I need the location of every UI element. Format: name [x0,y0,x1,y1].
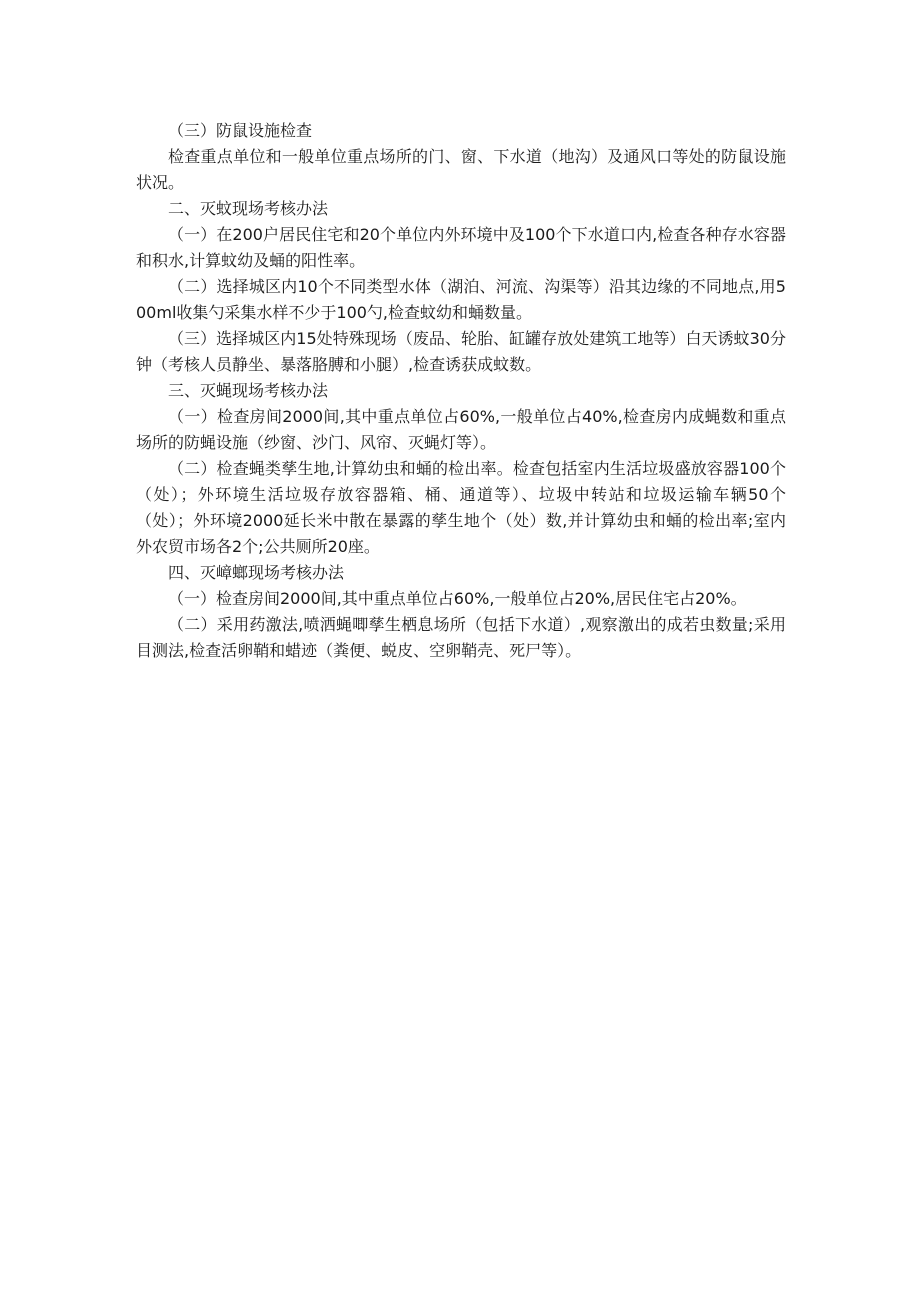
paragraph-fly-1: （一）检查房间2000间,其中重点单位占60%,一般单位占40%,检查房内成蝇数和重点场所的防蝇设施（纱窗、沙门、风帘、灭蝇灯等）。 [136,407,786,452]
paragraph-fly-2: （二）检查蝇类孳生地,计算幼虫和蛹的检出率。检查包括室内生活垃圾盛放容器100个（处）；外环境生活垃圾存放容器箱、桶、通道等）、垃圾中转站和垃圾运输车辆50个（处）；外环境2000延长米中散在暴露的孳生地个（处）数,并计算幼虫和蛹的检出率;室内外农贸市场各2个;公共厕所20座。 [136,459,786,556]
document-body [136,118,786,664]
paragraph-rodent-facilities: 检查重点单位和一般单位重点场所的门、窗、下水道（地沟）及通风口等处的防鼠设施状况。 [136,147,786,192]
paragraph-mosquito-1: （一）在200户居民住宅和20个单位内外环境中及100个下水道口内,检查各种存水容器和积水,计算蚊幼及蛹的阳性率。 [136,225,786,270]
paragraph-mosquito-2: （二）选择城区内10个不同类型水体（湖泊、河流、沟渠等）沿其边缘的不同地点,用500ml收集勺采集水样不少于100勺,检查蚊幼和蛹数量。 [136,277,786,322]
paragraph-cockroach-1: （一）检查房间2000间,其中重点单位占60%,一般单位占20%,居民住宅占20%。 [168,589,747,608]
section-heading-rodent-facilities: （三）防鼠设施检查 [168,121,313,140]
section-heading-fly: 三、灭蝇现场考核办法 [168,381,329,400]
section-heading-mosquito: 二、灭蚊现场考核办法 [168,199,329,218]
paragraph-cockroach-2: （二）采用药激法,喷洒蝇唧孳生栖息场所（包括下水道）,观察激出的成若虫数量;采用目测法,检查活卵鞘和蜡迹（粪便、蜕皮、空卵鞘壳、死尸等）。 [136,615,786,660]
paragraph-mosquito-3: （三）选择城区内15处特殊现场（废品、轮胎、缸罐存放处建筑工地等）白天诱蚊30分钟（考核人员静坐、暴落胳膊和小腿）,检查诱获成蚊数。 [136,329,786,374]
section-heading-cockroach: 四、灭嶂螂现场考核办法 [168,563,345,582]
